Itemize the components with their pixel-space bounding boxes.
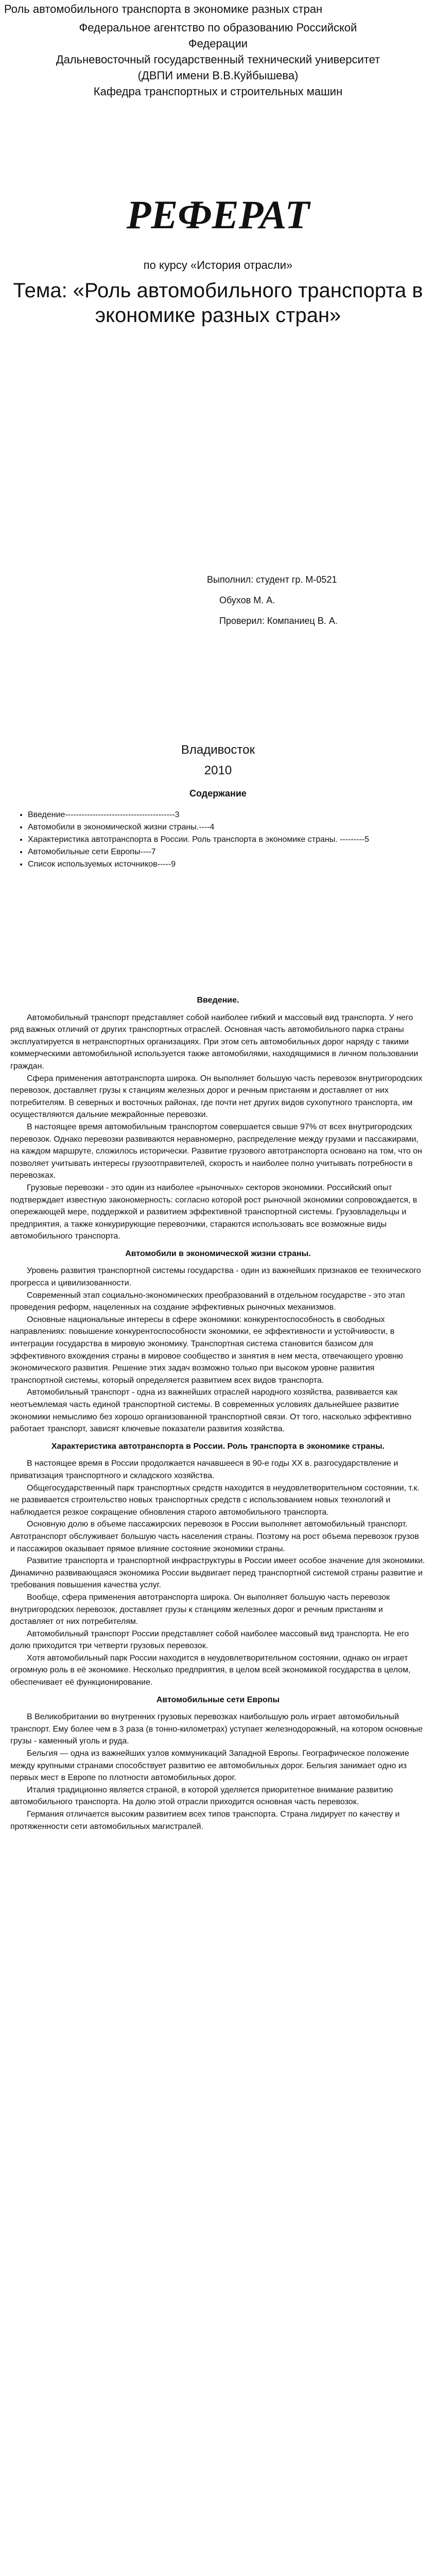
header-line: Дальневосточный государственный технический университет	[56, 53, 380, 66]
paragraph: Основные национальные интересы в сфере экономики: конкурентоспособность в свободных направлениях: повышение конкурентоспособности экономики, ее эффективности и устойчивости, в интеграции государства в мировую экономику. Транспортная система становится базисом для эффективного вхождения страны в мировое сообщество и занятия в нем места, отвечающего уровню экономического развития. Решение этих задач возможно только при высоком уровне развития транспортной системы, который определяется развитием всех видов транспорта.	[10, 1315, 403, 1385]
city-year	[0, 740, 436, 781]
section-heading: Введение.	[197, 996, 239, 1005]
toc-heading: Содержание	[189, 788, 247, 799]
header-line: Кафедра транспортных и строительных машин	[93, 85, 343, 98]
section-heading: Характеристика автотранспорта в России. Роль транспорта в экономике страны.	[51, 1442, 385, 1451]
toc-item: • Автомобильные сети Европы----7	[28, 846, 369, 858]
paragraph: Хотя автомобильный парк России находится в неудовлетворительном состоянии, однако он играет огромную роль в её экономике. Несколько предприятия, в целом всей экономикой государства в целом, обеспечивает её функционирование.	[10, 1653, 411, 1687]
toc-item: • Характеристика автотранспорта в России. Роль транспорта в экономике страны. ---------5	[28, 834, 369, 846]
paragraph: В Великобритании во внутренних грузовых перевозках наибольшую роль играет автомобильный транспорт. Ему более чем в 3 раза (в тонно-километрах) уступает железнодорожный, на котором основные грузы - каменный уголь и руда.	[10, 1713, 423, 1746]
author-block	[207, 569, 338, 631]
paragraph: Развитие транспорта и транспортной инфраструктуры в России имеет особое значение для экономики. Динамично развивающаяся экономика России выдвигает перед транспортной системой страны развитие и требования повышения качества услуг.	[10, 1556, 425, 1590]
paragraph: Германия отличается высоким развитием всех типов транспорта. Страна лидирует по качеству и протяженности сети автомобильных магистралей.	[10, 1810, 400, 1831]
paragraph: Основную долю в объеме пассажирских перевозок в России выполняет автомобильный транспорт. Автотранспорт обслуживает большую часть населения страны. Поэтому на рост объема перевозок грузов и пассажиров оказывает прямое влияние состояние экономики страны.	[10, 1520, 419, 1553]
author-name: Обухов М. А.	[219, 595, 275, 605]
topic-line-1: Тема: «Роль автомобильного транспорта в	[13, 279, 423, 302]
paragraph: В настоящее время в России продолжается начавшееся в 90-е годы XX в. разгосударствление и приватизация транспортного и складского хозяйства.	[10, 1459, 398, 1480]
paragraph: Италия традиционно является страной, в которой уделяется приоритетное внимание развитию автомобильного транспорта. На долю этой отрасли приходится основная часть перевозок.	[10, 1785, 393, 1807]
paragraph: В настоящее время автомобильным транспортом совершается свыше 97% от всех внутригородских перевозок. Однако перевозки развиваются неравномерно, распределение между грузами и пассажирами, на каждом маршруте, сложилось исторически. Развитие грузового автотранспорта основано на том, что он позволяет учитывать интересы грузоотправителей, скорость и наиболее полно учитывать потребности в перевозках.	[10, 1122, 422, 1180]
paragraph: Автомобильный транспорт представляет собой наиболее гибкий и массовый вид транспорта. У него ряд важных отличий от других транспортных отраслей. Основная часть автомобильного парка страны эксплуатируется в нетранспортных организациях. При этом сеть автомобильных дорог наряду с такими коммерческими автомобильной используется также автомобилями, находящимися в личном пользовании граждан.	[10, 1013, 418, 1071]
city: Владивосток	[181, 743, 255, 757]
document-title: Роль автомобильного транспорта в экономике разных стран	[4, 3, 323, 15]
topic	[0, 278, 436, 328]
header-line: Федеральное агентство по образованию Российской	[79, 21, 357, 34]
paragraph: Общегосударственный парк транспортных средств находится в неудовлетворительном состоянии, т.к. не развивается строительство новых транспортных средств с использованием новых технологий и наблюдается резкое сокращение обновления старого автомобильного транспорта.	[10, 1483, 420, 1517]
report-body	[10, 989, 426, 1833]
author-line: Выполнил: студент гр. М-0521	[207, 574, 337, 585]
topic-line-2: экономике разных стран»	[95, 304, 341, 327]
header-line: Федерации	[188, 37, 248, 50]
toc-item: • Список используемых источников-----9	[28, 858, 369, 871]
course-line: по курсу «История отрасли»	[143, 259, 293, 272]
header-line: (ДВПИ имени В.В.Куйбышева)	[137, 69, 299, 82]
table-of-contents	[18, 809, 369, 871]
paragraph: Бельгия — одна из важнейших узлов коммуникаций Западной Европы. Географическое положение между крупными странами способствует развитию ее автомобильных дорог. Бельгия занимает одно из первых мест в Европе по плотности автомобильных дорог.	[10, 1749, 409, 1783]
section-heading: Автомобильные сети Европы	[156, 1695, 280, 1704]
reviewer-line: Проверил: Компаниец В. А.	[219, 616, 338, 626]
paragraph: Вообще, сфера применения автотранспорта широка. Он выполняет большую часть перевозок внутригородских перевозок, доставляет грузы к станциям железных дорог и речным пристаням и доставляет от них потребителям.	[10, 1592, 390, 1626]
paragraph: Автомобильный транспорт России представляет собой наиболее массовый вид транспорта. Не его долю приходится три четверти грузовых перевозок.	[10, 1629, 409, 1651]
toc-item: • Введение----------------------------------------3	[28, 809, 369, 821]
title-page-header	[0, 20, 436, 99]
year: 2010	[204, 764, 232, 777]
paragraph: Современный этап социально-экономических преобразований в отдельном государстве - это этап проведения реформ, нацеленных на создание эффективных рыночных механизмов.	[10, 1291, 405, 1312]
paragraph: Грузовые перевозки - это один из наиболее «рыночных» секторов экономики. Российский опыт подтверждает известную закономерность: согласно которой рост рыночной экономики сопровождается, в опережающей мере, поддержкой и развитием эффективной транспортной системы. Грузовладельцы и предприятия, а также конкурирующие перевозчики, стараются использовать все возможные виды автомобильного транспорта.	[10, 1183, 417, 1241]
paragraph: Автомобильный транспорт - одна из важнейших отраслей народного хозяйства, развивается как неотъемлемая часть единой транспортной системы. В современных условиях дальнейшее развитие экономики немыслимо без хорошо организованной транспортной связи. От того, насколько эффективно работает транспорт, зависят ключевые показатели развития хозяйства.	[10, 1388, 412, 1434]
paragraph: Сфера применения автотранспорта широка. Он выполняет большую часть перевозок внутригородских перевозок, доставляет грузы к станциям железных дорог и речным пристаням и доставляет от них потребителям. В северных и восточных районах, где почти нет других видов сухопутного транспорта, им осуществляются дальние межрайонные перевозки.	[10, 1074, 423, 1120]
report-title: РЕФЕРАТ	[126, 192, 310, 237]
section-heading: Автомобили в экономической жизни страны.	[125, 1249, 311, 1258]
toc-item: • Автомобили в экономической жизни страны.----4	[28, 821, 369, 834]
paragraph: Уровень развития транспортной системы государства - один из важнейших признаков ее технического прогресса и цивилизованности.	[10, 1266, 421, 1288]
